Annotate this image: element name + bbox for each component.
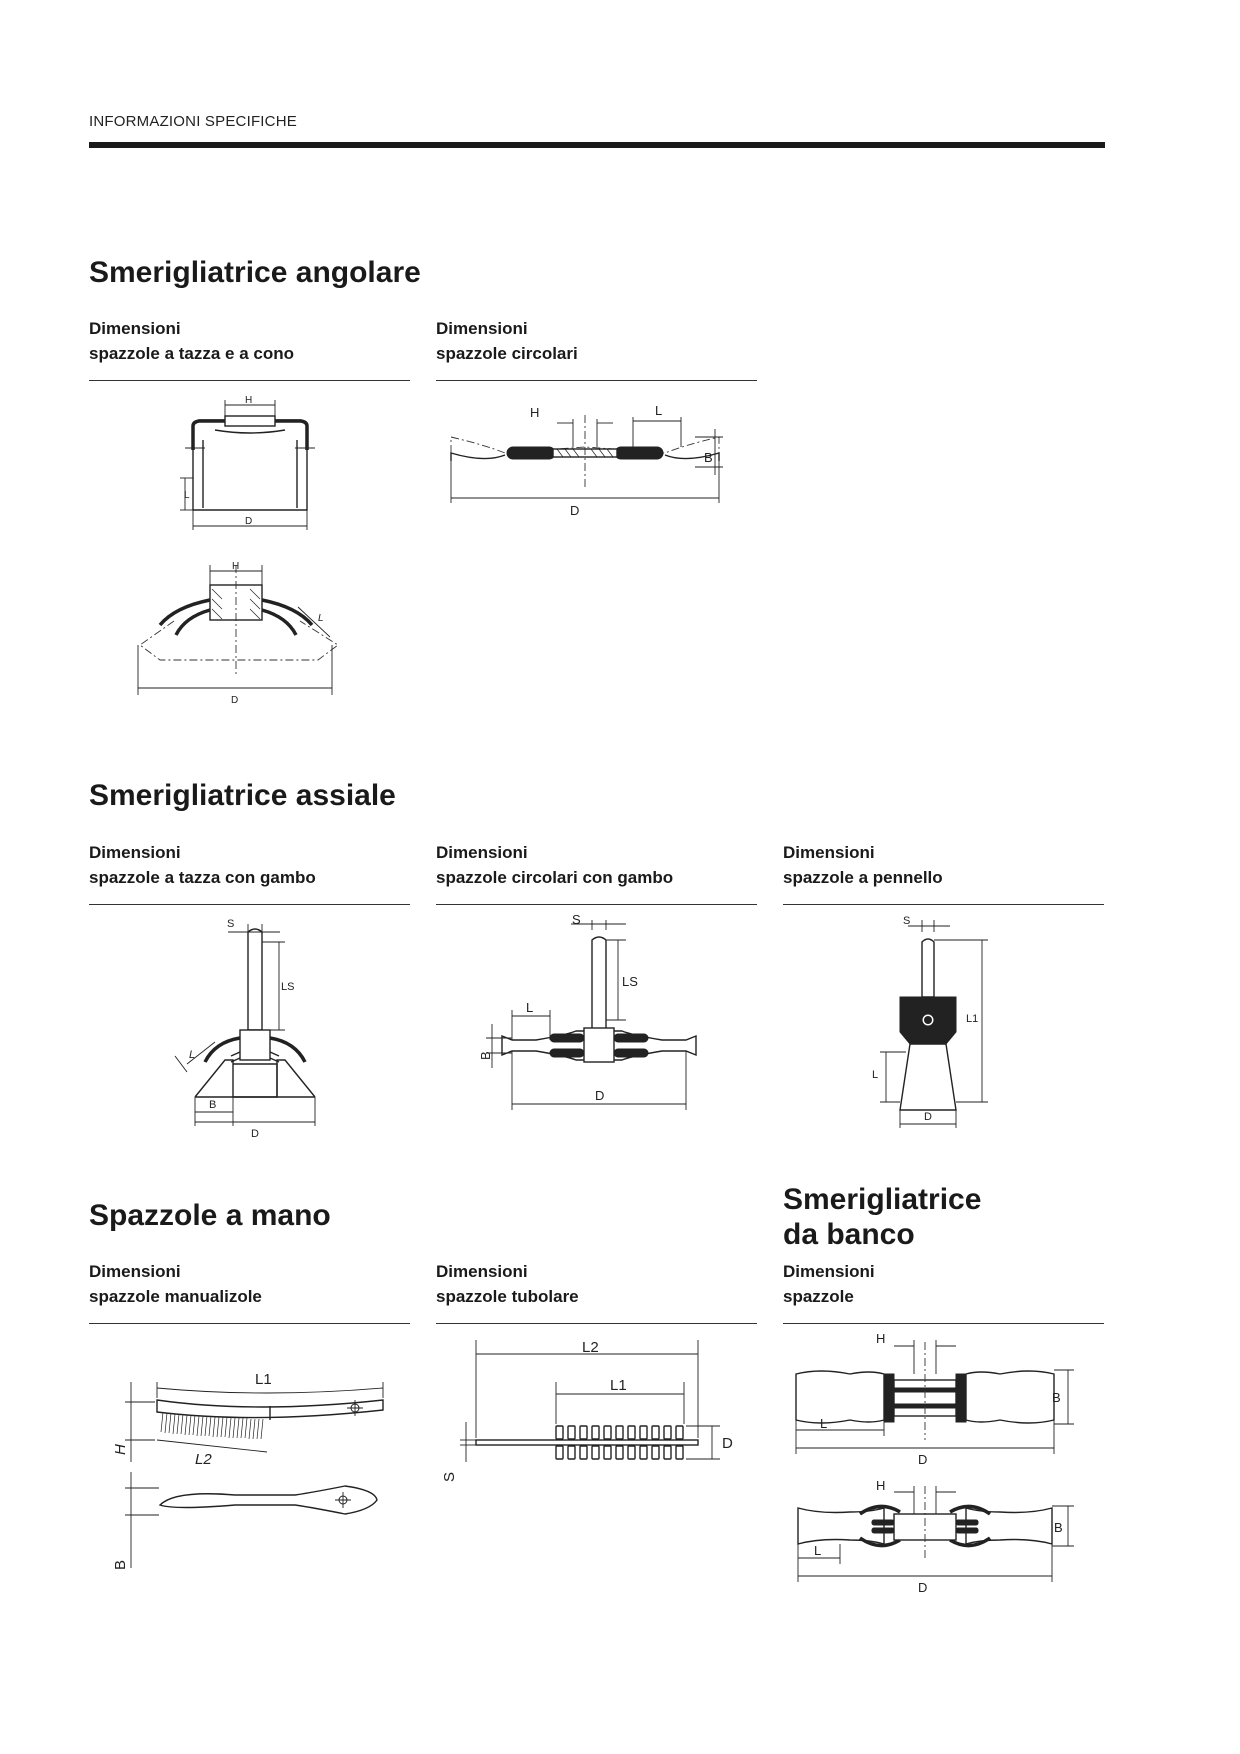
bench-brush-drawing-2 [790,1478,1080,1613]
svg-text:D: D [251,1128,259,1140]
svg-text:L: L [526,1000,534,1015]
col-rule [783,904,1104,905]
svg-text:L2: L2 [195,1451,212,1468]
bench-brush-drawing-1 [790,1330,1080,1465]
svg-text:H: H [876,1331,886,1346]
svg-text:D: D [570,503,580,518]
header-rule [89,142,1105,148]
col-rule [436,904,757,905]
svg-text:D: D [231,695,239,706]
cup-brush-drawing [175,390,325,540]
tube-brush-drawing [440,1330,740,1480]
col-rule [783,1323,1104,1324]
svg-text:LS: LS [281,981,295,993]
svg-text:D: D [924,1111,932,1123]
cone-brush-drawing [130,555,350,715]
col-heading-circolari-gambo: Dimensioni spazzole circolari con gambo [436,843,674,887]
svg-text:B: B [209,1099,217,1111]
svg-text:D: D [722,1435,733,1452]
svg-text:L: L [184,490,190,501]
svg-text:H: H [530,405,540,420]
col-heading-tubolare: Dimensioni spazzole tubolare [436,1262,579,1306]
col-rule [436,1323,757,1324]
circular-brush-shank-drawing [476,910,721,1125]
svg-text:D: D [595,1088,605,1103]
col-heading-manualizole: Dimensioni spazzole manualizole [89,1262,262,1306]
svg-text:L: L [318,613,324,624]
col-heading-tazza-cono: Dimensioni spazzole a tazza e a cono [89,319,295,363]
svg-text:S: S [903,915,911,927]
section-title-angolare: Smerigliatrice angolare [89,256,421,289]
svg-text:S: S [572,912,581,927]
svg-text:L: L [189,1049,196,1061]
pencil-brush-drawing [870,912,1005,1137]
circular-brush-drawing [445,395,725,518]
svg-text:L1: L1 [966,1013,979,1025]
col-heading-circolari: Dimensioni spazzole circolari [436,319,578,363]
col-rule [89,904,410,905]
svg-text:S: S [227,918,235,930]
svg-text:B: B [478,1051,493,1060]
svg-text:H: H [245,395,253,406]
svg-text:L2: L2 [582,1339,599,1356]
cup-brush-shank-drawing [175,912,330,1147]
svg-text:L: L [655,403,663,418]
svg-text:L: L [872,1069,879,1081]
svg-text:L: L [820,1416,828,1431]
svg-text:B: B [1052,1390,1061,1405]
col-heading-tazza-gambo: Dimensioni spazzole a tazza con gambo [89,843,316,887]
svg-text:S: S [441,1471,458,1482]
svg-text:D: D [245,516,253,527]
running-header: INFORMAZIONI SPECIFICHE [89,113,297,130]
svg-text:H: H [232,561,240,572]
svg-text:B: B [704,450,713,465]
col-heading-pennello: Dimensioni spazzole a pennello [783,843,943,887]
svg-text:H: H [876,1478,886,1493]
section-title-banco: Smerigliatrice da banco [783,1183,982,1251]
section-title-mano: Spazzole a mano [89,1199,331,1232]
section-title-assiale: Smerigliatrice assiale [89,779,396,812]
svg-text:L1: L1 [255,1371,272,1388]
svg-text:L1: L1 [610,1377,627,1394]
svg-text:LS: LS [622,974,638,989]
svg-text:D: D [918,1580,928,1595]
col-rule [89,1323,410,1324]
col-heading-banco: Dimensioni spazzole [783,1262,875,1306]
col-rule [89,380,410,381]
svg-text:L: L [814,1543,822,1558]
svg-text:H: H [112,1444,129,1455]
svg-text:D: D [918,1452,928,1467]
svg-text:B: B [1054,1520,1063,1535]
hand-brush-drawing [112,1340,395,1575]
svg-text:B: B [112,1559,129,1570]
col-rule [436,380,757,381]
